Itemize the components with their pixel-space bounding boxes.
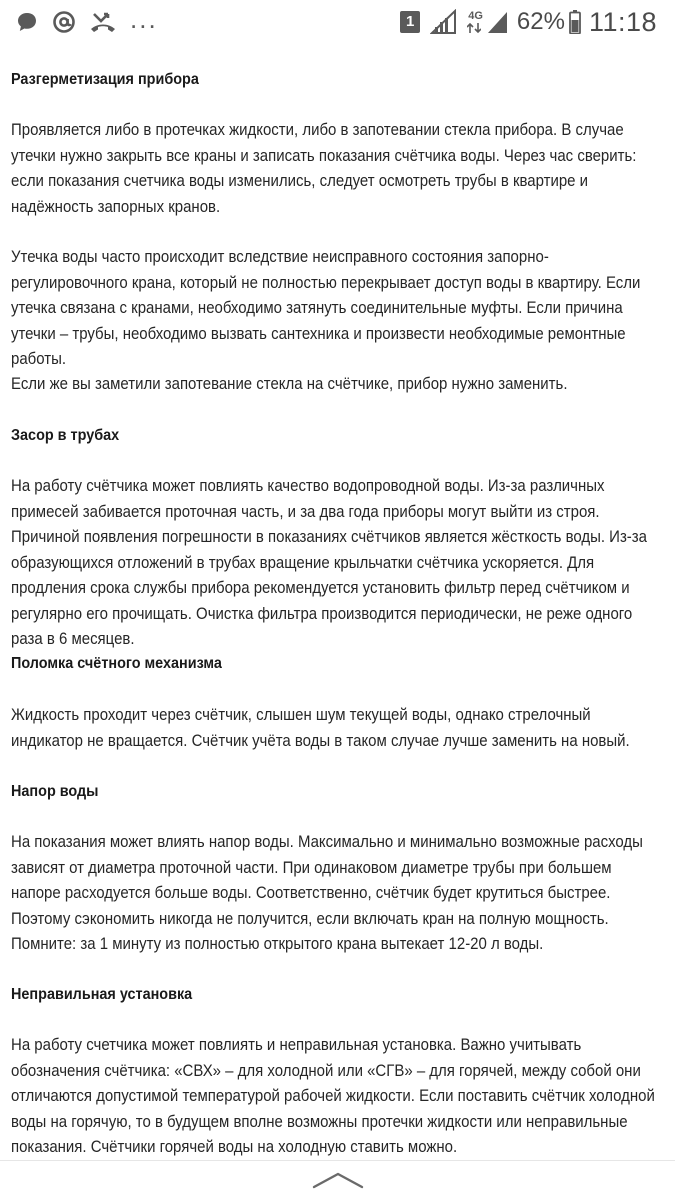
section-heading: Поломка счётного механизма [11,655,222,672]
system-indicators [400,6,657,38]
section-heading: Засор в трубах [11,427,120,444]
paragraph: На работу счётчика может повлиять качество водопроводной воды. Из-за различных примесей забивается проточная часть, и за два года приборы могут выйти из строя. Причиной появления погрешности в показаниях счётчиков является жёсткость воды. Из-за образующихся отложений в трубах вращение крыльчатки счётчика ускоряется. Для продления срока службы прибора рекомендуется установить фильтр перед счётчиком и регулярно его прочищать. Очистка фильтра производится периодически, не реже одного раза в 6 месяцев. [11,477,647,648]
notification-icons [16,4,172,36]
paragraph: Проявляется либо в протечках жидкости, либо в запотевании стекла прибора. В случае утечки нужно закрыть все краны и записать показания счётчика воды. Через час сверить: если показания счетчика воды изменились, следует осмотреть трубы в квартире и надёжность запорных кранов. [11,121,637,216]
network-type: 4G [468,9,483,22]
sim-slot-badge: 1 [400,11,420,33]
battery-icon [569,10,581,34]
paragraph: На показания может влиять напор воды. Максимально и минимально возможные расходы зависят от диаметра проточной части. При одинаковом диаметре трубы при большем напоре расходуется больше воды. Соответственно, счётчик будет крутиться быстрее. Поэтому сэкономить никогда не получится, если включать кран на полную мощность. Помните: за 1 минуту из полностью открытого крана вытекает 12-20 л воды. [11,833,643,953]
chat-bubble-icon [16,11,38,33]
signal-icon [430,9,458,35]
paragraph: На работу счетчика может повлиять и неправильная установка. Важно учитывать обозначения счётчика: «СВХ» – для холодной или «СГВ» – для горячей, между собой они отличаются допустимой температурой рабочей жидкости. Если поставить счётчик холодной воды на горячую, то в будущем вполне возможны протечки жидкости или неправильные показания. Счётчики горячей воды на холодную ставить можно. [11,1036,655,1156]
paragraph: Утечка воды часто происходит вследствие неисправного состояния запорно-регулировочного крана, который не полностью перекрывает доступ воды в квартиру. Если утечка связана с кранами, необходимо затянуть соединительные муфты. Если причина утечки – трубы, необходимо вызвать сантехника и произвести необходимые ремонтные работы. [11,248,641,368]
bottom-bar [0,1160,675,1201]
clock: 11:18 [588,6,657,37]
section-heading: Разгерметизация прибора [11,71,199,88]
chevron-up-icon[interactable] [310,1169,366,1191]
network-indicator [464,11,483,34]
data-arrows-icon [467,22,481,34]
section-heading: Напор воды [11,783,99,800]
at-sign-icon [52,10,76,34]
paragraph: Жидкость проходит через счётчик, слышен шум текущей воды, однако стрелочный индикатор не вращается. Счётчик учёта воды в таком случае лучше заменить на новый. [11,706,630,750]
status-bar [0,0,675,44]
more-notifications-indicator: ... [130,4,158,34]
missed-call-icon [90,11,116,33]
article-content[interactable] [0,44,675,1160]
section-heading: Неправильная установка [11,986,193,1003]
battery-percent: 62% [516,8,565,35]
paragraph: Если же вы заметили запотевание стекла на счётчике, прибор нужно заменить. [11,375,568,393]
wifi-signal-icon [487,9,509,35]
